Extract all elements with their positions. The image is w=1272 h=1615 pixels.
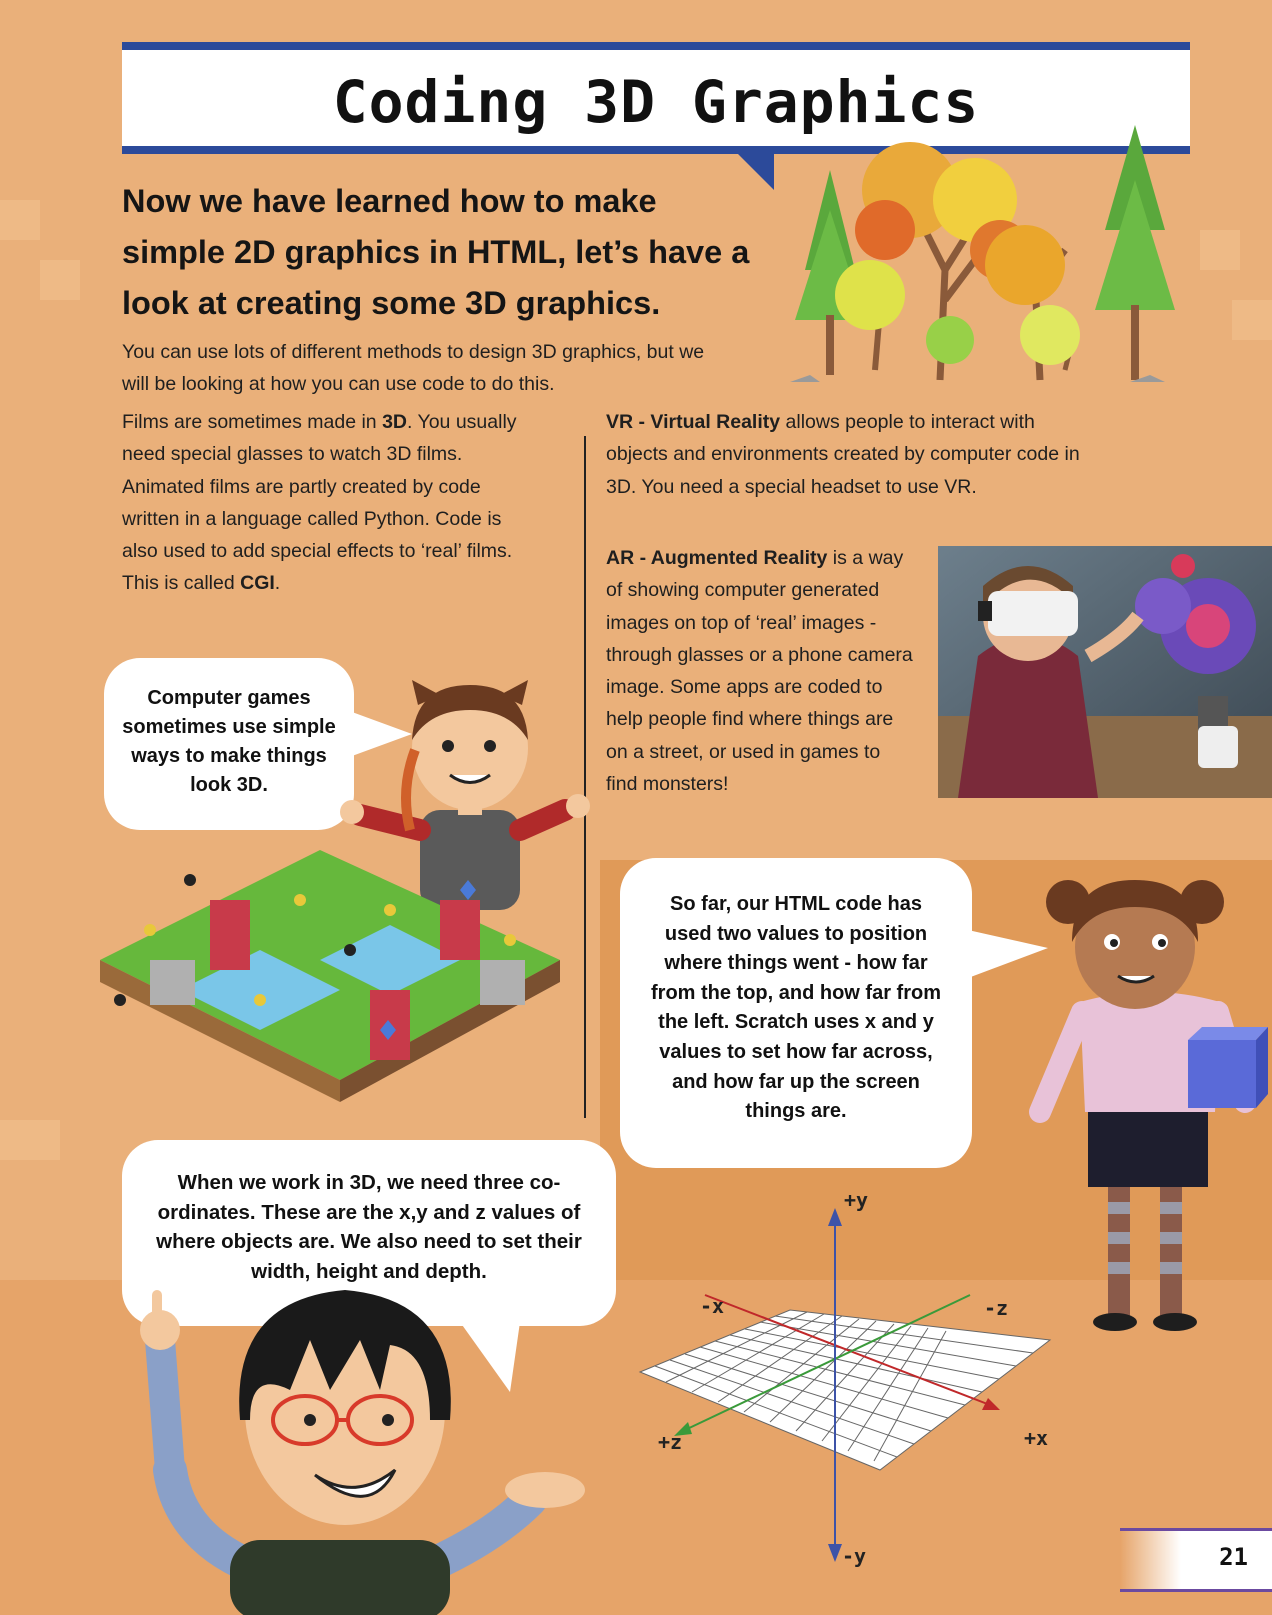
films-text-3: . [274,572,281,595]
axis-label-neg-x: -x [700,1294,725,1318]
pixel-decoration [1232,300,1272,340]
films-term-3d: 3D [382,411,408,433]
boy-with-glasses-illustration [130,1270,630,1615]
axes-grid [640,1310,1050,1470]
speech-bubble-games-text: Computer games sometimes use simple ways to make things look 3D. [122,687,336,796]
axis-label-pos-z: +z [658,1430,683,1454]
axis-label-neg-y: -y [842,1544,867,1568]
intro-paragraph: You can use lots of different methods to design 3D graphics, but we will be looking at how you can use code to do this. [122,341,705,395]
speech-bubble-position-text: So far, our HTML code has used two values to position where things went - how far from the top, and how far from the left. Scratch uses x and y values to set how far across, and how far up the screen things are. [651,893,941,1123]
axis-label-pos-y: +y [844,1188,869,1212]
pixel-decoration [40,260,80,300]
films-paragraph [122,406,542,600]
speech-bubble-coordinates-text: When we work in 3D, we need three co-ordinates. These are the x,y and z values of where objects are. We also need to set their width, height and depth. [156,1171,582,1283]
pixel-decoration [0,1120,60,1160]
page-title: Coding 3D Graphics [332,68,980,136]
axis-label-pos-x: +x [1024,1426,1049,1450]
speech-bubble-position [620,858,972,1168]
ar-term: AR - Augmented Reality [606,547,828,569]
page-number: 21 [1219,1543,1248,1571]
y-axis-arrow-down [828,1544,842,1562]
speech-bubble-games [104,658,354,830]
lead-paragraph: Now we have learned how to make simple 2D graphics in HTML, let’s have a look at creating some 3D graphics. [122,183,750,321]
low-poly-trees-illustration [790,120,1210,400]
page-number-tab [1120,1528,1272,1592]
isometric-game-world-illustration [60,840,590,1110]
vr-headset-photo [938,546,1272,798]
films-text-1: Films are sometimes made in [122,411,383,433]
y-axis-arrow-up [828,1208,842,1226]
pixel-decoration [0,200,40,240]
ar-paragraph [606,542,916,800]
vr-paragraph [606,406,1094,503]
3d-axes-diagram [630,1200,1070,1590]
ar-text: is a way of showing computer generated images on top of ‘real’ images - through glasses or a phone camera image. Some apps are coded to help people find where things are on a street, or used in games to find monsters! [606,547,913,796]
films-text-2: . You usually need special glasses to watch 3D films. Animated films are partly created by code written in a language called Python. Code is also used to add special effects to ‘real’ films. This is called [122,411,517,595]
films-term-cgi: CGI [240,572,275,595]
vr-term: VR - Virtual Reality [606,411,781,433]
axis-label-neg-z: -z [984,1296,1009,1320]
vr-text: allows people to interact with objects and environments created by computer code in 3D. You need a special headset to use VR. [606,411,1080,498]
